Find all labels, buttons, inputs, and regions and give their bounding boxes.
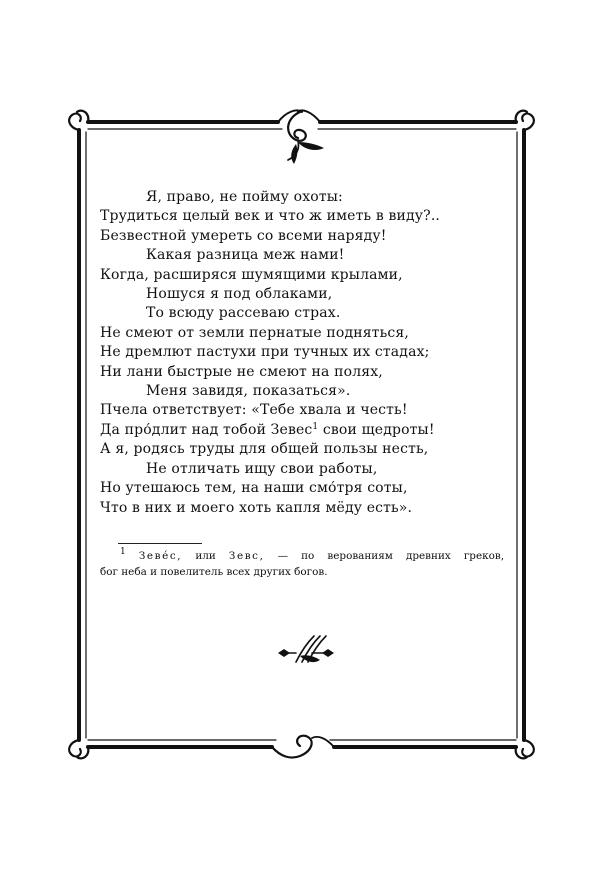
poem-line: Пчела ответствует: «Тебе хвала и честь! (100, 402, 408, 419)
poem-line: Какая разница меж нами! (146, 247, 345, 264)
footnote-mark: 1 (120, 547, 126, 557)
poem-line-part: свои щедроты! (318, 421, 435, 438)
poem-line: Не дремлют пастухи при тучных их стадах; (100, 344, 430, 361)
poem-line: Не смеют от земли пернатые подняться, (100, 324, 409, 341)
footnote-term-zeves: Зеве́с, (138, 550, 183, 562)
footnote-joiner: или (182, 550, 229, 562)
footnote-reference-mark: 1 (312, 421, 319, 432)
footnote-term-zevs: Зевс, (228, 550, 265, 562)
poem-line: А я, родясь труды для общей пользы несть, (100, 441, 429, 458)
corner-ornament-top-right (516, 111, 534, 130)
poem-line-with-footnote (100, 421, 520, 440)
bottom-center-scroll-ornament (272, 736, 334, 758)
footnote-separator (118, 543, 202, 544)
poem-line: Ношуся я под облаками, (146, 286, 333, 303)
fable-poem (100, 188, 520, 518)
top-leaf-icon (298, 142, 324, 150)
footnote-line-1 (100, 548, 504, 564)
poem-line: Трудиться целый век и что ж иметь в виду?.. (100, 208, 441, 225)
poem-line: Не отличать ищу свои работы, (146, 460, 378, 477)
poem-line: Когда, расширяся шумящими крылами, (100, 266, 403, 283)
footnote-description-part-1: — по верованиям древних греков, (264, 550, 504, 562)
flourish-right-diamond-icon (322, 649, 334, 657)
top-leaf-small-icon (291, 144, 297, 164)
poem-line: Я, право, не пойму охоты: (146, 189, 343, 205)
corner-ornament-bottom-left (69, 740, 88, 758)
poem-line: Ни лани быстрые не смеют на полях, (100, 363, 383, 380)
poem-line: Но утешаюсь тем, на наши смо́тря соты, (100, 480, 408, 497)
poem-line: Безвестной умереть со всеми наряду! (100, 227, 387, 244)
flourish-left-diamond-icon (278, 649, 290, 657)
poem-line: Меня завидя, показаться». (146, 383, 351, 400)
corner-ornament-top-left (69, 111, 88, 130)
poem-line-part: Да про́длит над тобой Зевес (100, 421, 313, 438)
footnote-line-2: бог неба и повелитель всех других богов. (100, 566, 328, 578)
top-center-scroll-ornament (278, 110, 320, 160)
corner-ornament-bottom-right (516, 740, 534, 758)
poem-line: То всюду рассеваю страх. (146, 305, 341, 322)
footnote (100, 548, 504, 580)
poem-line: Что в них и моего хоть капля мёду есть». (100, 499, 413, 516)
